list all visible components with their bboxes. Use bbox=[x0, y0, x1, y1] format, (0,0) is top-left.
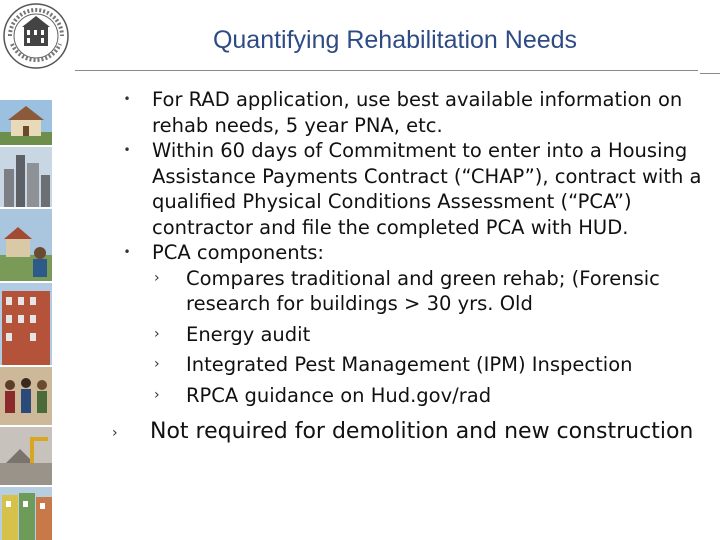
sub-bullet-marker: › bbox=[154, 356, 160, 372]
sub-bullet-item bbox=[112, 322, 702, 348]
photo-strip bbox=[0, 80, 52, 540]
bullet-item bbox=[112, 138, 702, 240]
demolition-photo-icon bbox=[0, 427, 52, 485]
sub-bullet-marker: › bbox=[154, 269, 160, 286]
sub-bullet-item bbox=[112, 352, 702, 378]
sub-bullet-text: RPCA guidance on Hud.gov/rad bbox=[186, 383, 492, 407]
neighborhood-photo-icon bbox=[0, 209, 52, 281]
house-photo-icon bbox=[0, 100, 52, 145]
hud-seal-icon bbox=[2, 2, 70, 70]
final-bullet-item bbox=[112, 418, 702, 445]
title-rule bbox=[75, 70, 698, 71]
final-bullet-text: Not required for demolition and new construction bbox=[150, 419, 694, 444]
sub-bullet-marker: › bbox=[154, 325, 160, 342]
brick-apartments-photo-icon bbox=[0, 283, 52, 365]
bullet-marker: • bbox=[123, 143, 131, 157]
title-rule-tail bbox=[700, 73, 720, 74]
rowhouses-photo-icon bbox=[0, 487, 52, 540]
city-skyline-photo-icon bbox=[0, 147, 52, 207]
sub-bullet-item bbox=[112, 266, 702, 317]
bullet-text: For RAD application, use best available information on rehab needs, 5 year PNA, etc. bbox=[152, 88, 683, 137]
sub-bullet-marker: › bbox=[154, 386, 160, 403]
bullet-item bbox=[112, 87, 702, 138]
sub-bullet-text: Energy audit bbox=[186, 322, 311, 346]
slide-title: Quantifying Rehabilitation Needs bbox=[212, 26, 578, 54]
sub-bullet-text: Integrated Pest Management (IPM) Inspection bbox=[186, 353, 633, 376]
bullet-text: PCA components: bbox=[152, 241, 324, 264]
bullet-item bbox=[112, 240, 702, 266]
residents-group-photo-icon bbox=[0, 367, 52, 425]
bullet-marker: • bbox=[123, 92, 131, 106]
bullet-marker: • bbox=[123, 245, 131, 259]
slide-body bbox=[112, 87, 702, 445]
sub-bullet-item bbox=[112, 383, 702, 409]
final-bullet-marker: › bbox=[112, 425, 118, 441]
sub-bullet-text: Compares traditional and green rehab; (Forensic research for buildings > 30 yrs. Old bbox=[186, 266, 660, 315]
bullet-text: Within 60 days of Commitment to enter into a Housing Assistance Payments Contract (“CHAP”), contract with a qualified Physical Conditions Assessment (“PCA”) contractor and file the completed PCA with HUD. bbox=[152, 139, 702, 239]
